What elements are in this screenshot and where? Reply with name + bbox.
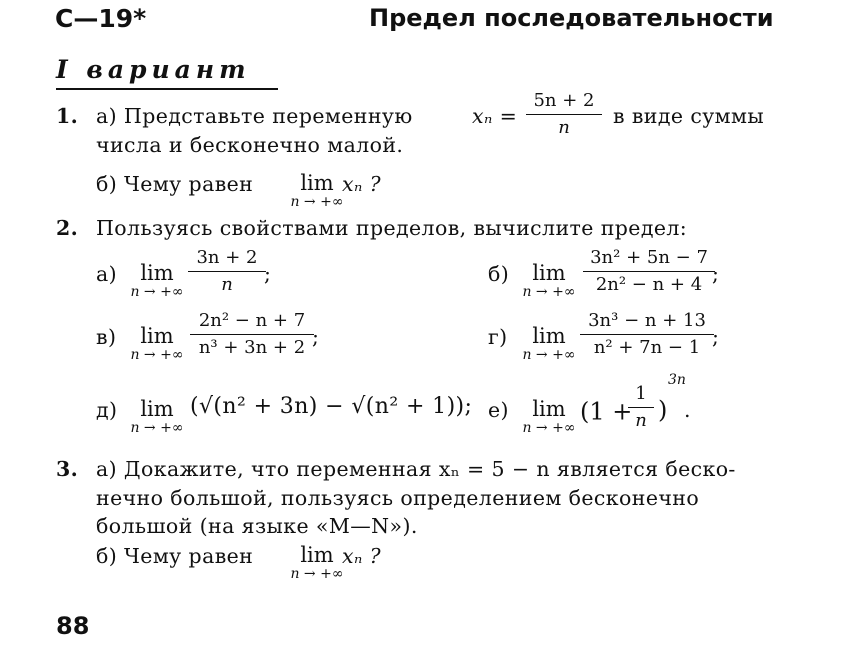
fraction-numerator: 3n² + 5n − 7 — [590, 247, 708, 268]
fraction-denominator: 2n² − n + 4 — [595, 274, 703, 295]
fraction-numerator: 1 — [635, 383, 647, 404]
item-2e-fraction — [628, 383, 654, 432]
item-2e-open: (1 + — [580, 397, 633, 426]
fraction-numerator: 3n + 2 — [196, 247, 258, 268]
fraction-denominator: n — [635, 410, 647, 431]
item-2g-fraction — [580, 310, 714, 359]
variant-underline — [56, 88, 278, 90]
page-number: 88 — [56, 612, 90, 640]
item-2d-expr: (√(n² + 3n) − √(n² + 1)); — [190, 394, 473, 419]
problem-1a-text-2: в виде суммы — [613, 104, 765, 128]
lim-subscript: n → +∞ — [522, 347, 576, 363]
item-2v-fraction — [190, 310, 314, 359]
fraction-denominator: n³ + 3n + 2 — [198, 337, 306, 358]
item-2b-tail: ; — [712, 262, 720, 286]
problem-3b-expr: xₙ ? — [342, 544, 381, 568]
problem-1b-text: б) Чему равен — [96, 172, 254, 196]
fraction-numerator: 5n + 2 — [533, 90, 595, 111]
lim-word: lim — [140, 324, 174, 348]
fraction-denominator: n — [221, 274, 233, 295]
fraction-numerator: 3n³ − n + 13 — [588, 310, 706, 331]
item-2a-limit — [122, 262, 192, 300]
lim-subscript: n → +∞ — [130, 420, 184, 436]
item-2v-limit — [122, 325, 192, 363]
item-2v-label: в) — [96, 325, 117, 349]
item-2b-fraction — [583, 247, 715, 296]
fraction-denominator: n² + 7n − 1 — [593, 337, 701, 358]
lim-subscript: n → +∞ — [290, 194, 344, 210]
lim-word: lim — [300, 543, 334, 567]
lim-word: lim — [532, 261, 566, 285]
item-2e-right-paren: ) — [658, 396, 668, 424]
problem-3b-text: б) Чему равен — [96, 544, 254, 568]
lim-subscript: n → +∞ — [522, 284, 576, 300]
item-2b-limit — [514, 262, 584, 300]
lim-subscript: n → +∞ — [130, 347, 184, 363]
lim-word: lim — [140, 397, 174, 421]
lim-word: lim — [140, 261, 174, 285]
item-2g-label: г) — [488, 325, 508, 349]
problem-1-fraction — [526, 90, 602, 139]
lim-subscript: n → +∞ — [130, 284, 184, 300]
fraction-denominator: n — [558, 117, 570, 138]
lim-subscript: n → +∞ — [290, 566, 344, 582]
problem-3a-line-2: нечно большой, пользуясь определением бесконечно — [96, 486, 700, 510]
problem-1a-text-3: числа и бесконечно малой. — [96, 133, 404, 157]
item-2e-label: е) — [488, 398, 509, 422]
item-2e-tail: . — [684, 398, 691, 422]
problem-1a-text: а) Представьте переменную — [96, 104, 413, 128]
lim-word: lim — [532, 324, 566, 348]
item-2a-tail: ; — [264, 262, 272, 286]
item-2g-tail: ; — [712, 325, 720, 349]
item-2d-label: д) — [96, 398, 118, 422]
item-2b-label: б) — [488, 262, 510, 286]
section-code: С—19* — [55, 4, 147, 33]
lim-word: lim — [532, 397, 566, 421]
item-2a-label: а) — [96, 262, 118, 286]
problem-1-number: 1. — [56, 104, 79, 128]
problem-1b-expr: xₙ ? — [342, 172, 381, 196]
variant-heading: I вариант — [56, 55, 251, 84]
lim-word: lim — [300, 171, 334, 195]
item-2a-fraction — [188, 247, 266, 296]
problem-1-variable: xₙ = — [472, 104, 518, 128]
problem-3a-line-1: а) Докажите, что переменная xₙ = 5 − n является беско- — [96, 457, 736, 481]
problem-3a-line-3: большой (на языке «M—N»). — [96, 514, 418, 538]
item-2e-limit — [514, 398, 584, 436]
lim-subscript: n → +∞ — [522, 420, 576, 436]
problem-2-intro: Пользуясь свойствами пределов, вычислите предел: — [96, 216, 688, 240]
section-title: Предел последовательности — [369, 4, 774, 32]
item-2d-limit — [122, 398, 192, 436]
item-2v-tail: ; — [312, 325, 320, 349]
problem-3-number: 3. — [56, 457, 79, 481]
item-2e-left-paren — [580, 383, 632, 438]
problem-2-number: 2. — [56, 216, 79, 240]
item-2g-limit — [514, 325, 584, 363]
fraction-numerator: 2n² − n + 7 — [198, 310, 306, 331]
item-2e-power: 3n — [668, 372, 686, 388]
